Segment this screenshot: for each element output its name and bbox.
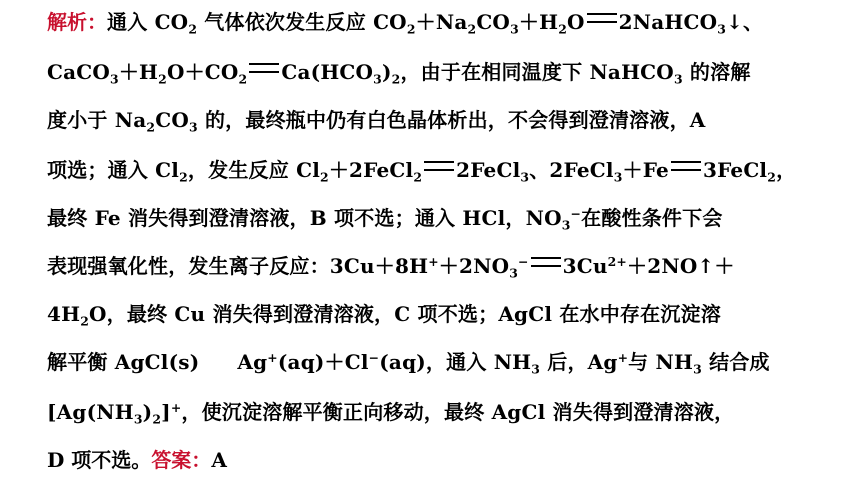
analysis-line-9: $[Ag(NH_3)_2]^+$，使沉淀溶解平衡正向移动，最终 AgCl 消失得到澄清溶液， bbox=[47, 400, 735, 427]
analysis-label: 解析： bbox=[47, 10, 107, 34]
analysis-line-6: 表现强氧化性，发生离子反应：$3Cu+8H^++2NO_3^-$ $3Cu^{2+}+2NO↑+$ bbox=[47, 254, 735, 281]
answer-value: A bbox=[211, 448, 227, 472]
reversible-arrow-icon bbox=[205, 356, 231, 366]
analysis-line-10 bbox=[47, 440, 837, 480]
analysis-line-7: $4H_2O$，最终 Cu 消失得到澄清溶液，C 项不选；AgCl 在水中存在沉淀溶 bbox=[47, 302, 721, 329]
analysis-line-4: 项选；通入 $Cl_2$，发生反应 $Cl_2+2FeCl_2$ 2FeCl$_3$、2FeCl$_3$＋Fe 3FeCl$_2$， bbox=[47, 158, 797, 185]
analysis-line-8: 解平衡 AgCl(s) Ag+(aq)＋Cl−(aq)，通入 $NH_3$ 后，Ag+与 $NH_3$ 结合成 bbox=[47, 350, 770, 377]
analysis-line-3: 度小于 $Na_2CO_3$ 的，最终瓶中仍有白色晶体析出，不会得到澄清溶液，A bbox=[47, 108, 706, 135]
analysis-line-5: 最终 Fe 消失得到澄清溶液，B 项不选；通入 HCl，$NO_3^-$在酸性条件下会 bbox=[47, 206, 723, 233]
analysis-line-1 bbox=[47, 2, 837, 42]
analysis-line-10-text: D 项不选。 bbox=[47, 448, 152, 472]
analysis-line-2: $CaCO_3+H_2O+CO_2$ $Ca(HCO_3)_2$，由于在相同温度下 NaHCO$_3$ 的溶解 bbox=[47, 60, 751, 87]
analysis-line-1-text: 通入 $CO_2$ 气体依次发生反应 $CO_2+Na_2CO_3+H_2O$ 2NaHCO$_3$↓、 bbox=[107, 10, 764, 37]
answer-label: 答案： bbox=[151, 448, 212, 472]
